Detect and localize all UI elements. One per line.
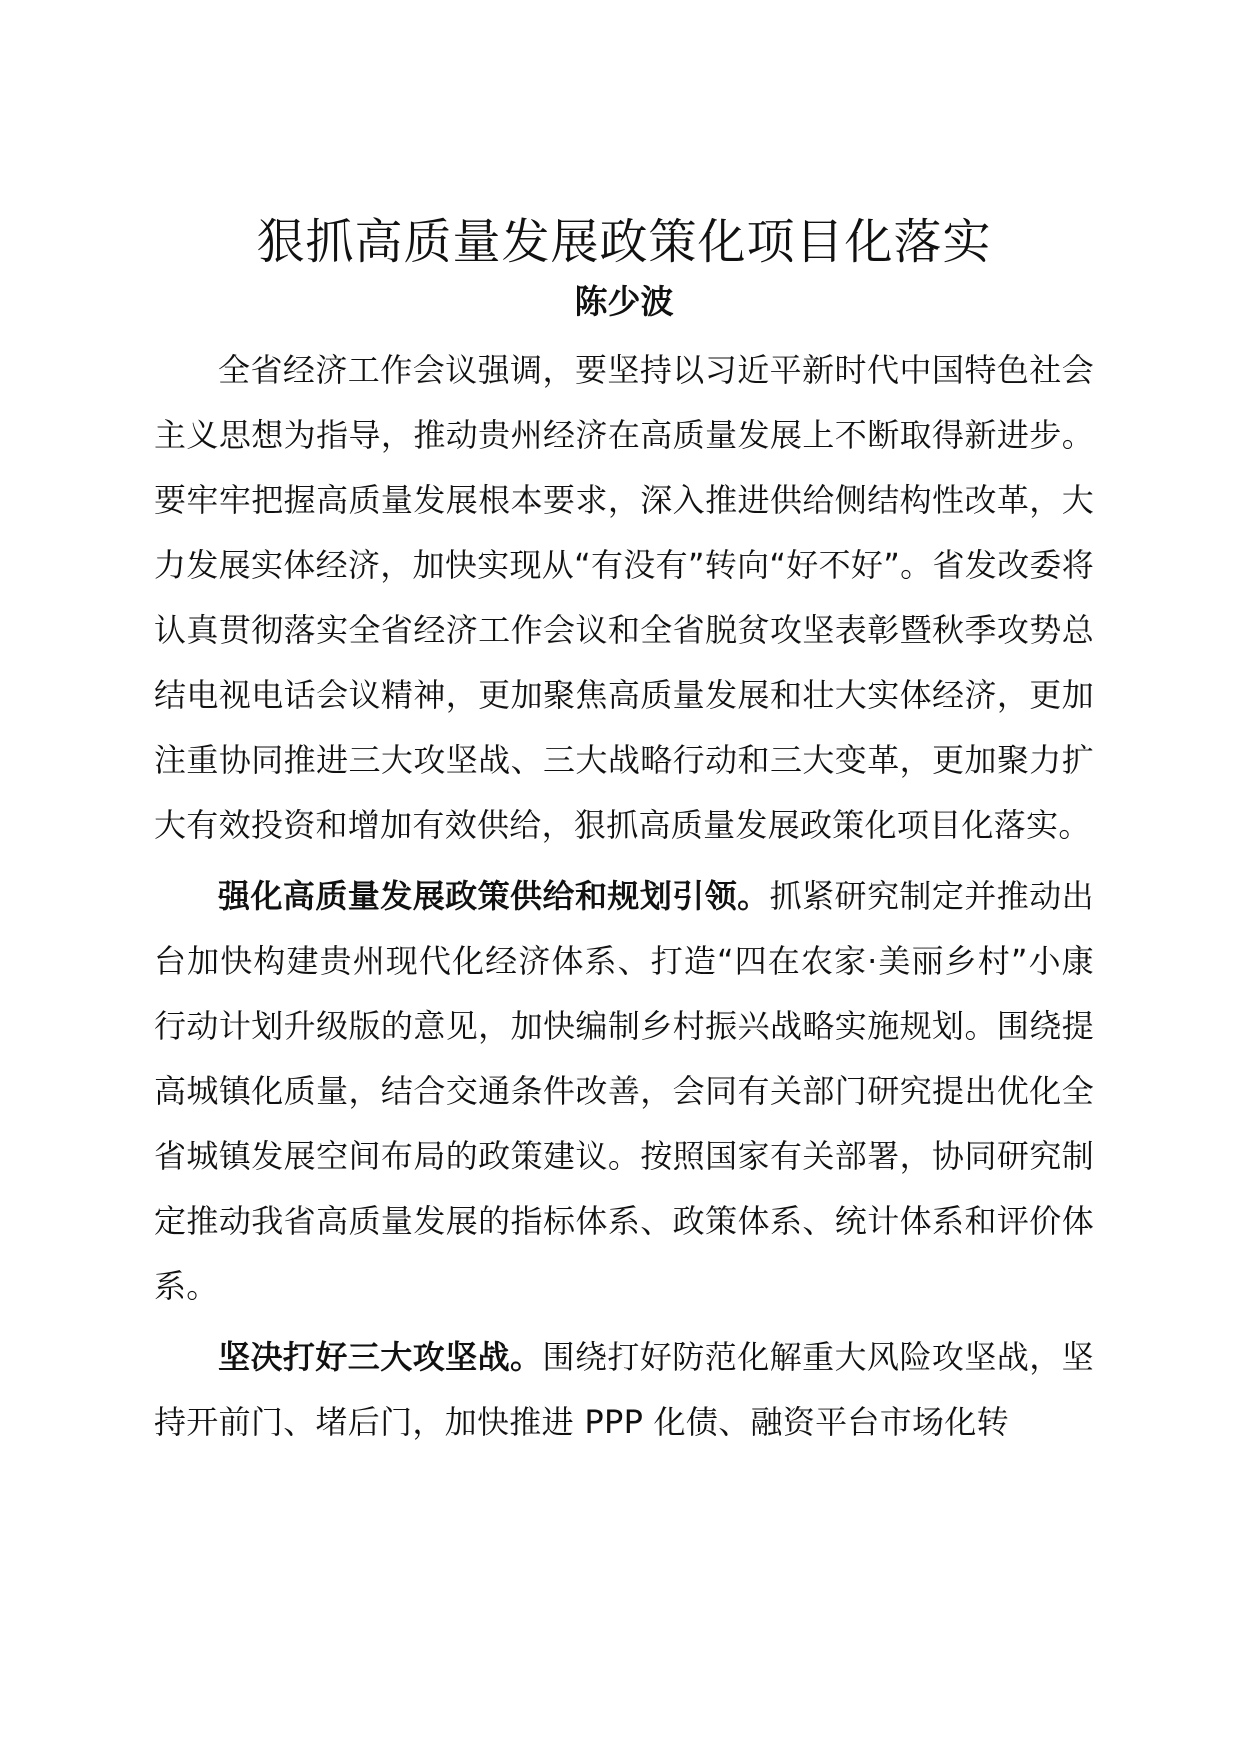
- paragraph-text: 全省经济工作会议强调，要坚持以习近平新时代中国特色社会主义思想为指导，推动贵州经济在高质量发展上不断取得新进步。要牢牢把握高质量发展根本要求，深入推进供给侧结构性改革，大力发展实体经济，加快实现从“有没有”转向“好不好”。省发改委将认真贯彻落实全省经济工作会议和全省脱贫攻坚表彰暨秋季攻势总结电视电话会议精神，更加聚焦高质量发展和壮大实体经济，更加注重协同推进三大攻坚战、三大战略行动和三大变革，更加聚力扩大有效投资和增加有效供给，狠抓高质量发展政策化项目化落实。: [154, 351, 1094, 844]
- paragraph-lead: 强化高质量发展政策供给和规划引领。: [218, 877, 770, 915]
- paragraph-lead: 坚决打好三大攻坚战。: [218, 1338, 543, 1376]
- document-page: [154, 212, 1094, 1455]
- document-title: 狠抓高质量发展政策化项目化落实: [256, 214, 992, 270]
- paragraph-intro: [154, 338, 1094, 858]
- paragraph-text: 抓紧研究制定并推动出台加快构建贵州现代化经济体系、打造“四在农家·美丽乡村”小康行动计划升级版的意见，加快编制乡村振兴战略实施规划。围绕提高城镇化质量，结合交通条件改善，会同有关部门研究提出优化全省城镇发展空间布局的政策建议。按照国家有关部署，协同研究制定推动我省高质量发展的指标体系、政策体系、统计体系和评价体系。: [154, 877, 1094, 1305]
- document-author: 陈少波: [574, 282, 674, 321]
- paragraph-battles: [154, 1325, 1094, 1455]
- paragraph-text: 围绕打好防范化解重大风险攻坚战，坚持开前门、堵后门，加快推进 PPP 化债、融资平台市场化转: [154, 1338, 1094, 1441]
- paragraph-policy: [154, 864, 1094, 1319]
